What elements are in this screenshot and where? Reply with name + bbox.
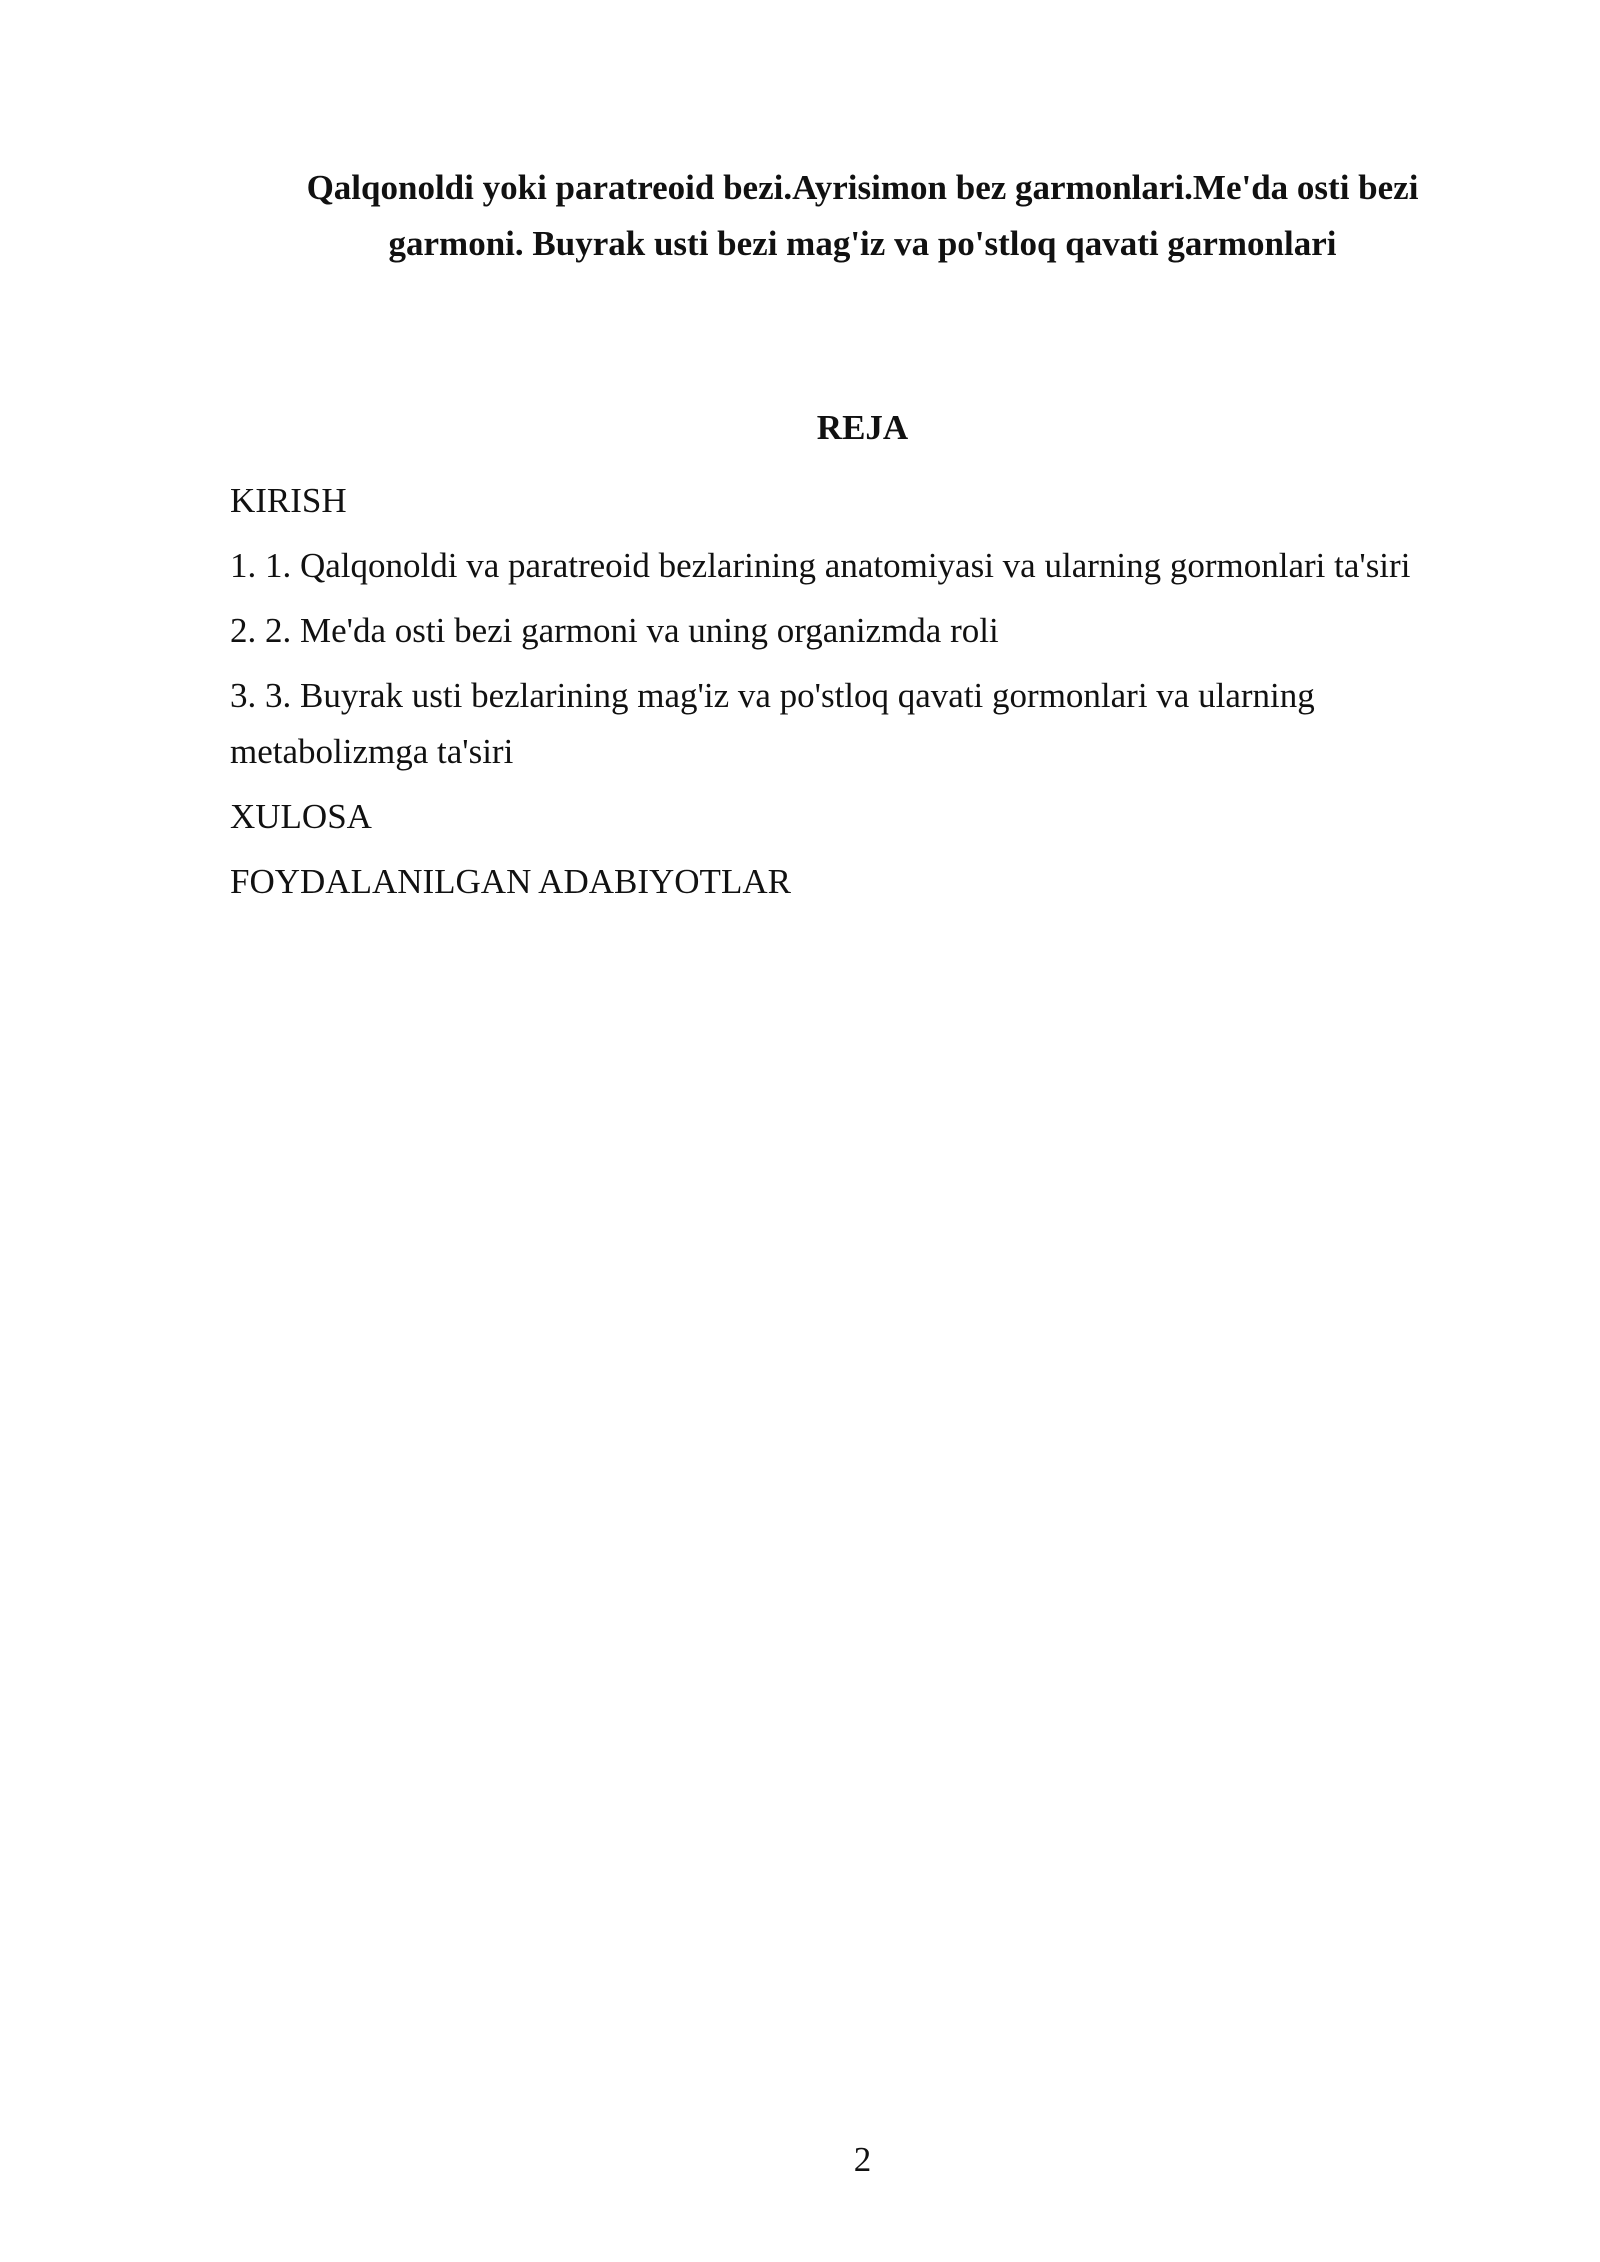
plan-item-2: 2. 2. Me'da osti bezi garmoni va uning organizmda roli <box>230 611 999 650</box>
plan-item-1: 1. 1. Qalqonoldi va paratreoid bezlarining anatomiyasi va ularning gormonlari ta'siri <box>230 546 1411 585</box>
plan-list <box>230 473 1430 919</box>
plan-item-intro: KIRISH <box>230 481 347 520</box>
plan-item-conclusion: XULOSA <box>230 797 372 836</box>
plan-item-3: 3. 3. Buyrak usti bezlarining mag'iz va po'stloq qavati gormonlari va ularning metabolizmga ta'siri <box>230 676 1315 771</box>
plan-item-references: FOYDALANILGAN ADABIYOTLAR <box>230 862 791 901</box>
plan-heading: REJA <box>816 408 909 447</box>
page-number: 2 <box>853 2140 872 2179</box>
document-title: Qalqonoldi yoki paratreoid bezi.Ayrisimon bez garmonlari.Me'da osti bezi garmoni. Buyrak usti bezi mag'iz va po'stloq qavati garmonlari <box>306 168 1419 263</box>
